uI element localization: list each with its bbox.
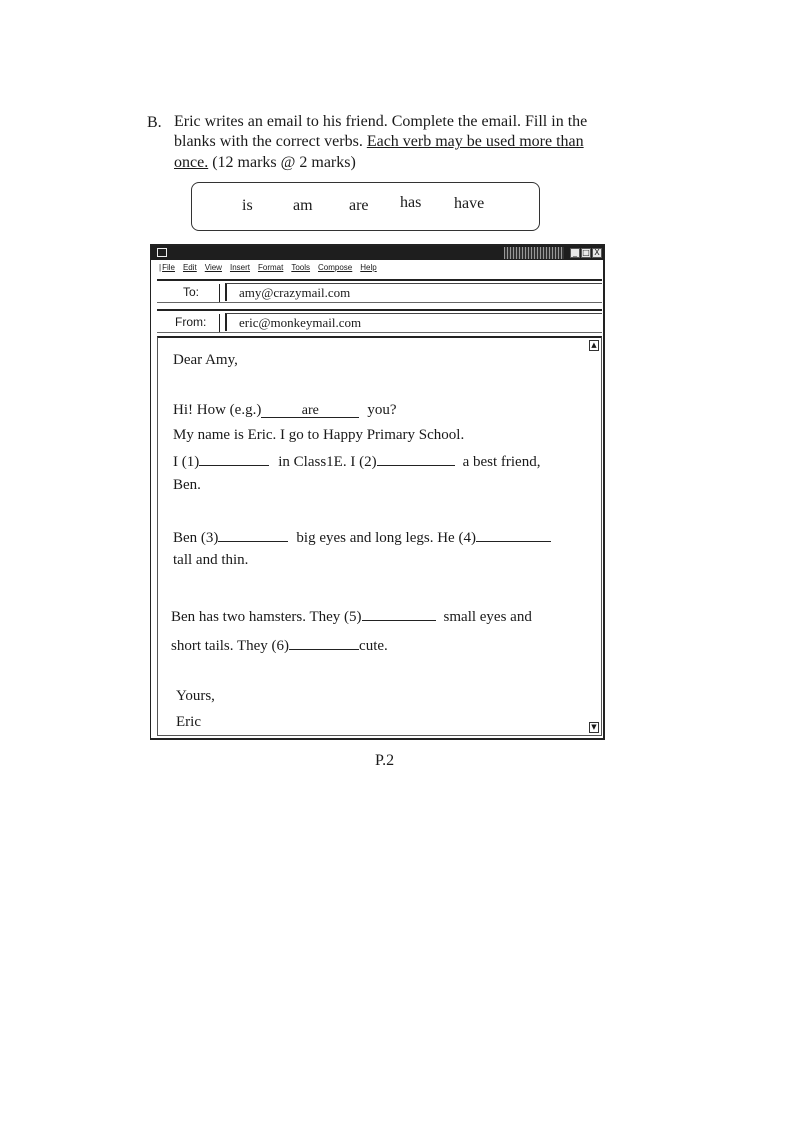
instruction-text: blanks with the correct verbs. [174,133,367,150]
to-row [157,279,602,303]
from-row [157,309,602,333]
email-text: in Class1E. I (2) [278,454,377,470]
menu-file[interactable]: File [162,263,175,272]
menu-format[interactable]: Format [257,263,284,272]
email-line-3 [173,451,540,471]
instruction-line-2 [174,133,584,151]
menu-insert[interactable]: Insert [229,263,250,272]
title-bar [151,246,604,260]
email-line-2: My name is Eric. I go to Happy Primary School. [173,427,465,443]
menu-tools[interactable]: Tools [291,263,311,272]
marks-note: (12 marks @ 2 marks) [208,154,356,171]
email-line-7 [171,606,532,626]
word-bank-item: are [349,197,369,214]
blank-3[interactable] [218,527,288,542]
menu-separator: | [159,263,162,272]
from-label: From: [175,315,207,329]
scroll-up-icon[interactable]: ▲ [589,340,599,351]
close-button[interactable]: X [592,248,602,258]
greeting: Dear Amy, [173,352,238,368]
email-text: big eyes and long legs. He (4) [296,530,476,546]
word-bank-item: has [400,194,422,211]
email-text: Ben (3) [173,530,219,546]
email-text: I (1) [173,454,200,470]
example-answer-blank: are [261,403,359,418]
email-text: Hi! How (e.g.) [173,402,262,418]
word-bank [191,182,540,231]
instruction-underlined: Each verb may be used more than [366,133,584,150]
closing: Yours, [176,688,215,704]
instruction-underlined-once: once. [174,154,209,171]
to-label: To: [183,285,200,299]
to-field[interactable]: amy@crazymail.com [225,283,602,301]
instruction-line-1: Eric writes an email to his friend. Complete the email. Fill in the [174,113,588,130]
blank-2[interactable] [377,451,455,466]
scroll-down-icon[interactable]: ▼ [589,722,599,733]
email-body[interactable] [157,336,602,736]
title-bar-texture [504,247,564,259]
menu-compose[interactable]: Compose [318,263,353,272]
menu-view[interactable]: View [204,263,222,272]
maximize-button[interactable]: □ [582,248,590,257]
email-line-5 [173,527,551,547]
menu-help[interactable]: Help [360,263,377,272]
word-bank-item: is [242,197,253,214]
email-text: cute. [359,638,388,654]
word-bank-item: have [454,195,485,212]
email-line-1 [173,402,396,419]
signature: Eric [176,714,201,730]
email-line-6: tall and thin. [173,552,249,568]
question-letter: B. [147,114,162,131]
email-line-8 [171,635,388,655]
email-text: you? [367,402,397,418]
email-window [150,244,605,740]
blank-5[interactable] [362,606,436,621]
menu-edit[interactable]: Edit [182,263,197,272]
email-line-4: Ben. [173,477,201,493]
mail-icon [157,248,167,257]
word-bank-item: am [293,197,313,214]
menu-bar [159,263,385,272]
page-number: P.2 [375,752,395,769]
blank-6[interactable] [289,635,359,650]
blank-1[interactable] [199,451,269,466]
instruction-line-3 [174,154,356,172]
email-text: small eyes and [443,609,532,625]
email-text: short tails. They (6) [171,638,290,654]
blank-4[interactable] [476,527,551,542]
from-field[interactable]: eric@monkeymail.com [225,313,602,331]
minimize-button[interactable]: _ [570,248,580,258]
email-text: a best friend, [462,454,541,470]
email-text: Ben has two hamsters. They (5) [171,609,362,625]
